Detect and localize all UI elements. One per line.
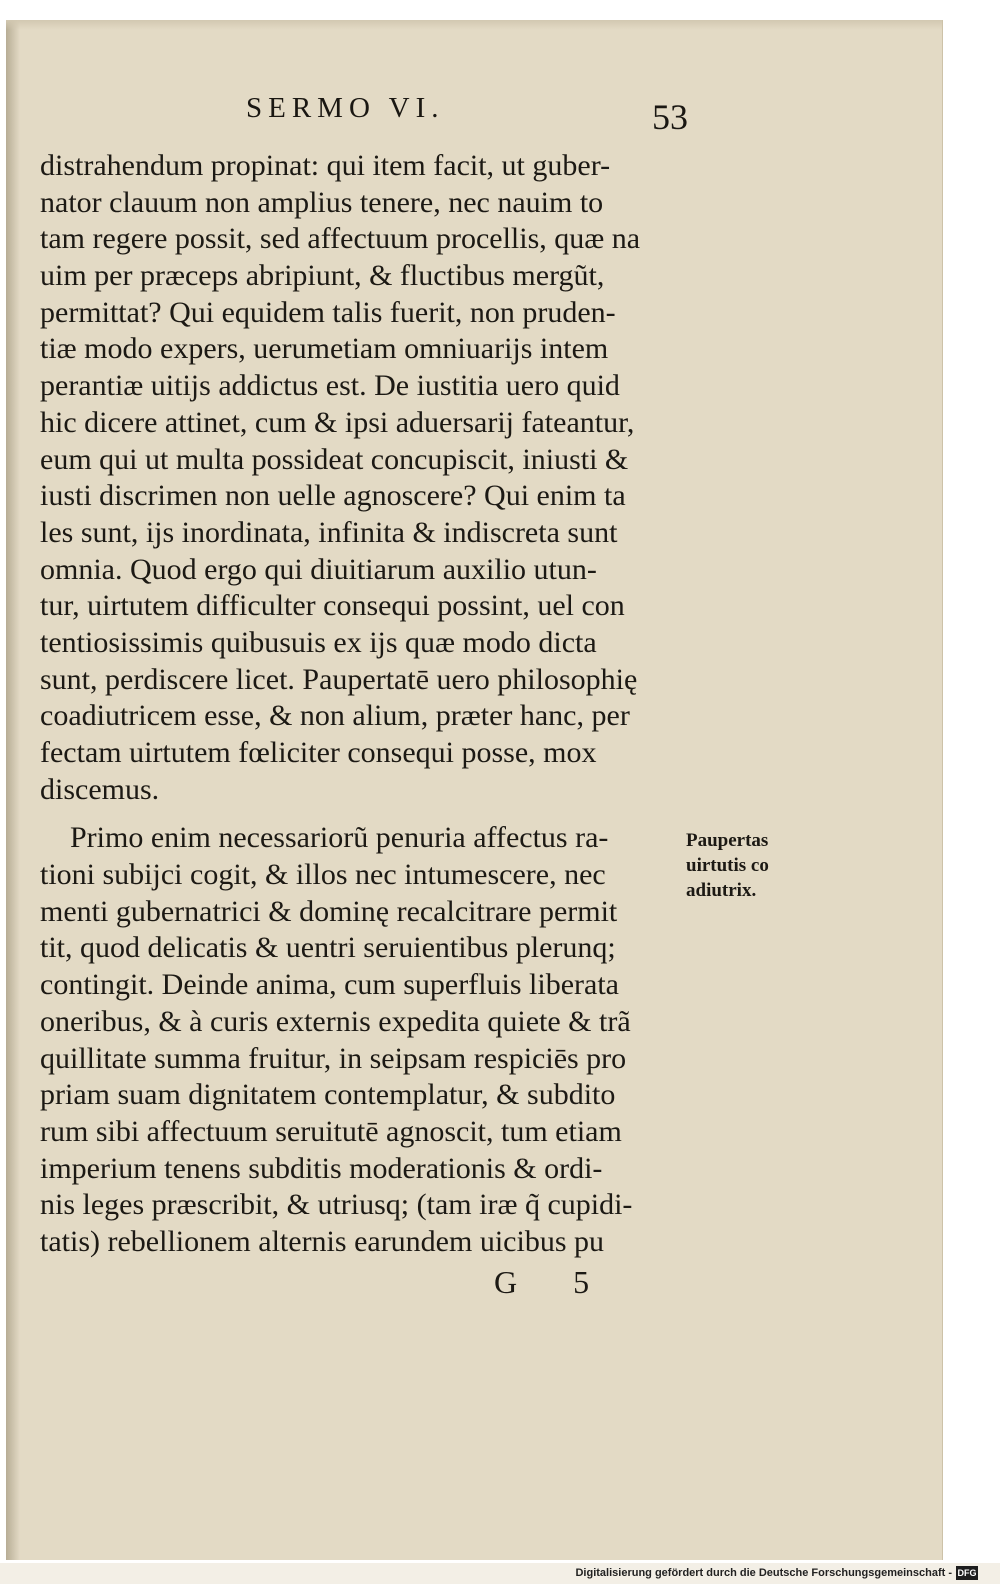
text-line: tioni subijci cogit, & illos nec intumescere, nec	[40, 858, 606, 892]
paragraph-gap	[40, 808, 680, 820]
text-line: tentiosissimis quibusuis ex ijs quæ modo dicta	[40, 625, 597, 659]
text-line: menti gubernatrici & dominę recalcitrare permit	[40, 894, 618, 928]
marginal-note-line: uirtutis co	[686, 855, 769, 876]
gutter-shadow	[6, 20, 20, 1560]
top-edge-shadow	[6, 20, 942, 30]
text-line: omnia. Quod ergo qui diuitiarum auxilio utun-	[40, 552, 597, 586]
running-head: SERMO VI.	[246, 92, 445, 124]
text-line: quillitate summa fruitur, in seipsam respiciēs pro	[40, 1041, 627, 1075]
text-line: sunt, perdiscere licet. Paupertatē uero philosophię	[40, 662, 638, 696]
text-line: les sunt, ijs inordinata, infinita & indiscreta sunt	[40, 515, 618, 549]
text-line: tur, uirtutem difficulter consequi possint, uel con	[40, 589, 625, 623]
signature-mark: G 5	[494, 1264, 614, 1300]
text-line: imperium tenens subditis moderationis & ordi-	[40, 1151, 603, 1185]
text-line: permittat? Qui equidem talis fuerit, non pruden-	[40, 295, 616, 329]
text-line: coadiutricem esse, & non alium, præter hanc, per	[40, 699, 630, 733]
text-line: oneribus, & à curis externis expedita quiete & trã	[40, 1004, 631, 1038]
text-line: distrahendum propinat: qui item facit, ut guber-	[40, 149, 611, 182]
funding-credit: Digitalisierung gefördert durch die Deutsche Forschungsgemeinschaft -	[575, 1567, 952, 1579]
text-line: priam suam dignitatem contemplatur, & subdito	[40, 1078, 616, 1112]
book-page	[6, 20, 943, 1560]
text-line: Primo enim necessariorũ penuria affectus ra-	[70, 821, 609, 855]
text-line: discemus.	[40, 772, 160, 806]
text-line: rum sibi affectuum seruitutē agnoscit, tum etiam	[40, 1114, 622, 1148]
text-line: perantiæ uitijs addictus est. De iustitia uero quid	[40, 369, 620, 403]
text-line: eum qui ut multa possideat concupiscit, iniusti &	[40, 442, 629, 476]
marginal-note-line: adiutrix.	[686, 880, 757, 901]
text-line: tiæ modo expers, uerumetiam omniuarijs intem	[40, 332, 609, 366]
text-line: contingit. Deinde anima, cum superfluis liberata	[40, 968, 619, 1002]
text-line: iusti discrimen non uelle agnoscere? Qui enim ta	[40, 479, 626, 513]
text-line: fectam uirtutem fœliciter consequi posse, mox	[40, 736, 597, 769]
main-text-block	[40, 148, 680, 1261]
text-line: tam regere possit, sed affectuum procellis, quæ na	[40, 222, 641, 256]
dfg-logo-icon: DFG	[957, 1568, 977, 1578]
text-line: uim per præceps abripiunt, & fluctibus mergũt,	[40, 259, 605, 293]
text-line: nis leges præscribit, & utriusq; (tam iræ q̃ cupidi-	[40, 1188, 633, 1222]
marginal-note-line: Paupertas	[686, 830, 769, 851]
text-line: hic dicere attinet, cum & ipsi aduersarij fateantur,	[40, 405, 635, 439]
marginal-note	[686, 828, 806, 903]
text-line: tatis) rebellionem alternis earundem uicibus pu	[40, 1224, 604, 1258]
text-line: tit, quod delicatis & uentri seruientibus plerunq;	[40, 931, 616, 965]
page-number: 53	[652, 97, 688, 137]
text-line: nator clauum non amplius tenere, nec nauim to	[40, 185, 604, 219]
